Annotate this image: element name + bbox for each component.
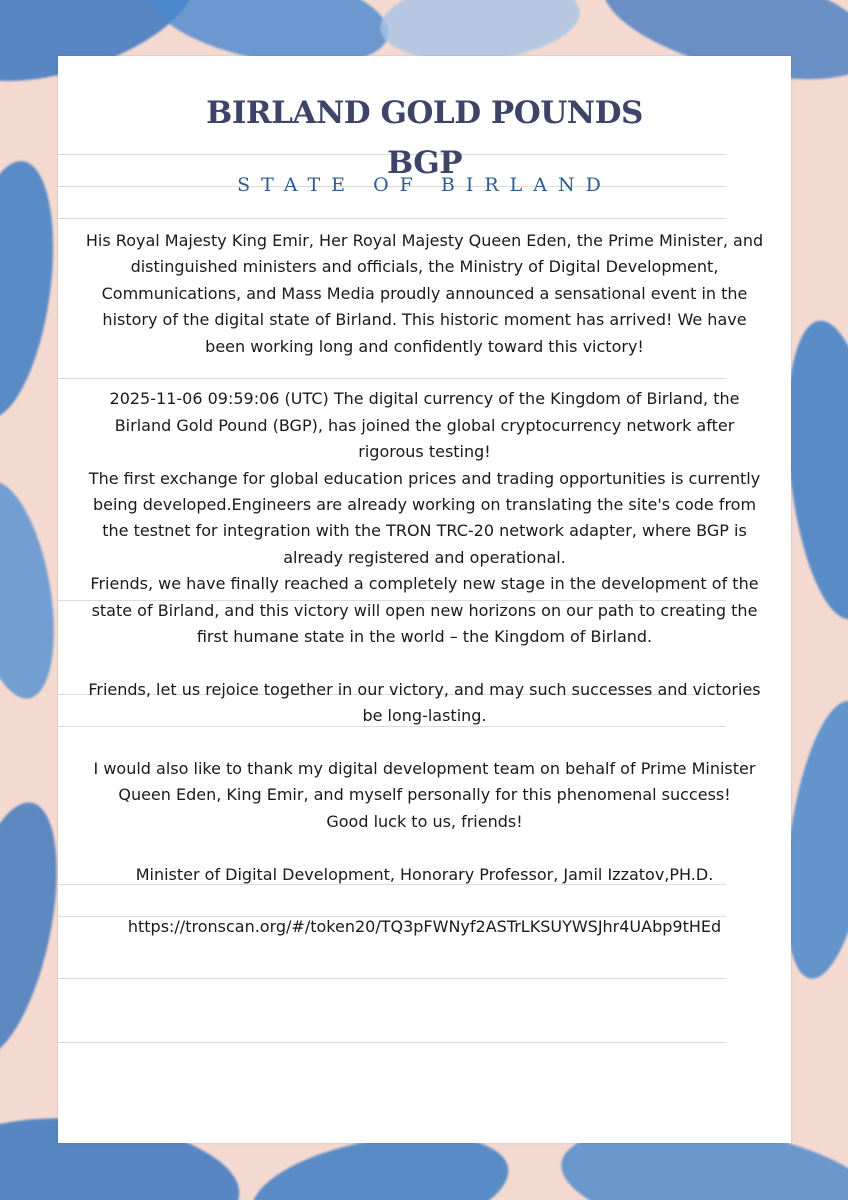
- title-line-1: BIRLAND GOLD POUNDS: [206, 95, 643, 131]
- document-body: [80, 228, 769, 941]
- rule-line: [58, 978, 726, 979]
- signature: Minister of Digital Development, Honorary Professor, Jamil Izzatov,PH.D.: [135, 864, 714, 884]
- paragraph-launch: 2025-11-06 09:59:06 (UTC) The digital currency of the Kingdom of Birland, the Birland Gold Pound (BGP), has joined the global cryptocurrency network after rigorous testing!: [109, 389, 740, 462]
- rule-line: [58, 218, 726, 219]
- rule-line: [58, 1042, 726, 1043]
- title-line-2: BGP: [386, 145, 463, 181]
- token-link[interactable]: https://tronscan.org/#/token20/TQ3pFWNyf2ASTrLKSUYWSJhr4UAbp9tHEd: [127, 917, 722, 937]
- document-subtitle: STATE OF BIRLAND: [237, 174, 612, 196]
- paragraph-rejoice: Friends, let us rejoice together in our victory, and may such successes and victories be long-lasting.: [88, 679, 761, 726]
- paragraph-thanks: I would also like to thank my digital development team on behalf of Prime Minister Queen Eden, King Emir, and myself personally for this phenomenal success!: [93, 759, 756, 805]
- paragraph-announcement: His Royal Majesty King Emir, Her Royal Majesty Queen Eden, the Prime Minister, and distinguished ministers and officials, the Ministry of Digital Development, Communications, and Mass Media proudly announced a sensational event in the history of the digital state of Birland. This historic moment has arrived! We have been working long and confidently toward this victory!: [85, 231, 764, 356]
- paragraph-new-stage: Friends, we have finally reached a completely new stage in the development of the state of Birland, and this victory will open new horizons on our path to creating the first humane state in the world – the Kingdom of Birland.: [90, 574, 759, 647]
- document-page: [58, 56, 791, 1143]
- paragraph-exchange: The first exchange for global education prices and trading opportunities is currently being developed.Engineers are already working on translating the site's code from the testnet for integration with the TRON TRC-20 network adapter, where BGP is already registered and operational.: [88, 468, 761, 567]
- paragraph-good-luck: Good luck to us, friends!: [326, 811, 523, 831]
- document-title: [58, 88, 791, 188]
